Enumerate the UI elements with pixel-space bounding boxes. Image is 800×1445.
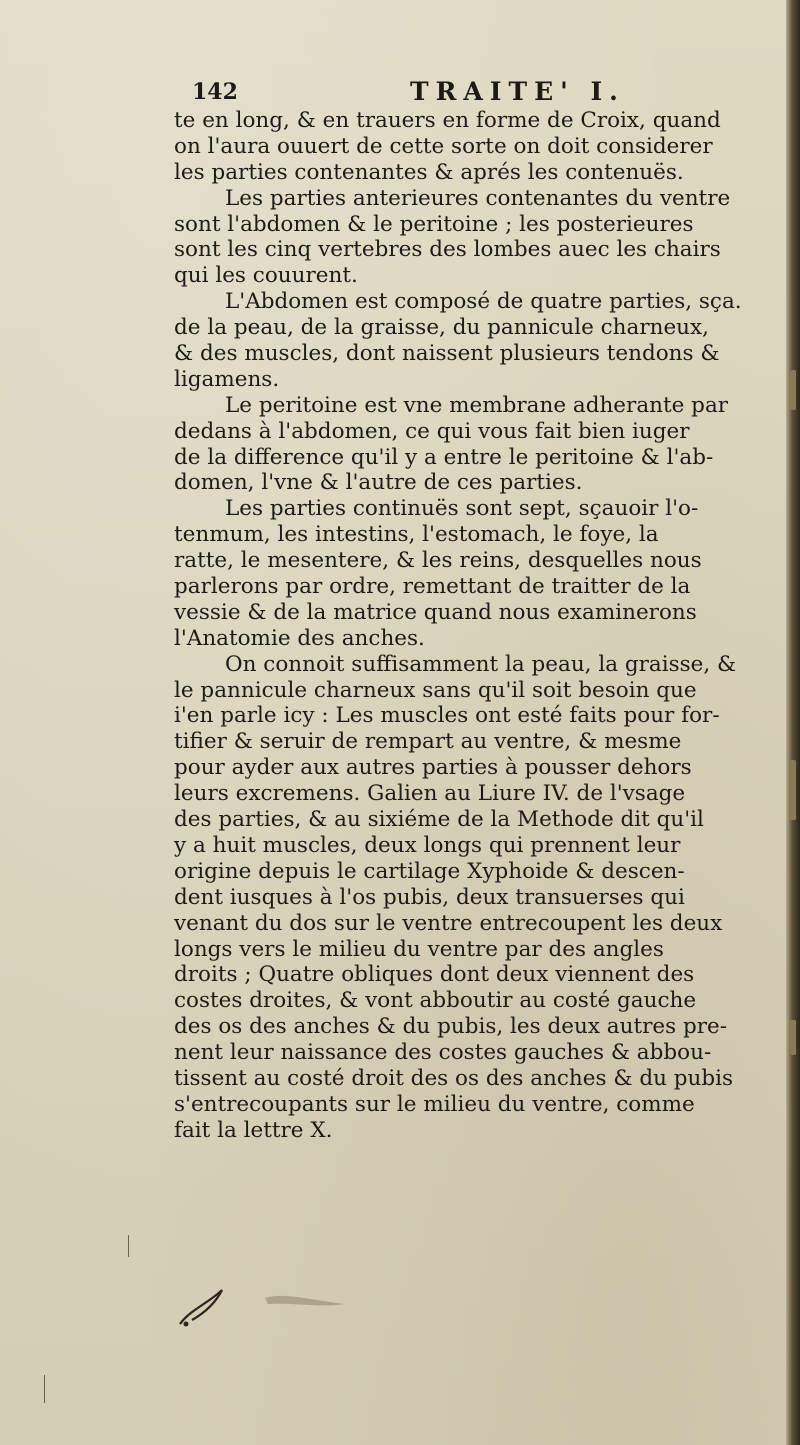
text-line: dent iusques à l'os pubis, deux transuerses qui (174, 884, 685, 910)
text-line: dedans à l'abdomen, ce qui vous fait bien iuger (174, 418, 690, 444)
text-line: domen, l'vne & l'autre de ces parties. (174, 470, 583, 496)
text-line: de la difference qu'il y a entre le peritoine & l'ab- (174, 444, 714, 470)
text-line: On connoit suffisamment la peau, la graisse, & (225, 651, 737, 677)
text-line: sont les cinq vertebres des lombes auec les chairs (174, 237, 721, 263)
text-line: tenmum, les intestins, l'estomach, le foye, la (174, 522, 659, 548)
book-gutter (786, 0, 800, 1445)
text-line: parlerons par ordre, remettant de traitter de la (174, 574, 691, 600)
text-line: & des muscles, dont naissent plusieurs tendons & (174, 341, 720, 367)
body-text (171, 108, 791, 1144)
text-line: ligamens. (174, 366, 280, 392)
ornament-dot (184, 1322, 189, 1327)
text-line: y a huit muscles, deux longs qui prennent leur (174, 832, 681, 858)
text-line: vessie & de la matrice quand nous examinerons (174, 599, 697, 625)
text-line: droits ; Quatre obliques dont deux viennent des (174, 962, 695, 988)
text-line: l'Anatomie des anches. (174, 625, 425, 651)
text-line: Les parties anterieures contenantes du ventre (225, 185, 731, 211)
text-line: de la peau, de la graisse, du pannicule charneux, (174, 315, 709, 341)
text-line: tissent au costé droit des os des anches & du pubis (174, 1065, 734, 1091)
text-line: longs vers le milieu du ventre par des angles (174, 936, 664, 962)
text-line: des os des anches & du pubis, les deux autres pre- (174, 1014, 727, 1040)
ornament-stroke (180, 1290, 222, 1324)
text-line: s'entrecoupants sur le milieu du ventre, comme (174, 1091, 695, 1117)
text-line: nent leur naissance des costes gauches & abbou- (174, 1040, 712, 1066)
text-line: les parties contenantes & aprés les contenuës. (174, 159, 684, 185)
text-line: on l'aura ouuert de cette sorte on doit considerer (174, 133, 713, 159)
gutter-fleck (790, 1020, 796, 1055)
page-header (192, 77, 662, 109)
text-line: ratte, le mesentere, & les reins, desquelles nous (174, 548, 702, 574)
text-line: sont l'abdomen & le peritoine ; les posterieures (174, 211, 694, 237)
gutter-fleck (790, 760, 796, 820)
text-line: costes droites, & vont abboutir au costé gauche (174, 988, 697, 1014)
text-line: pour ayder aux autres parties à pousser dehors (174, 755, 692, 781)
page-number: 142 (192, 79, 238, 105)
margin-mark (44, 1375, 45, 1403)
text-line: Les parties continuës sont sept, sçauoir l'o- (225, 496, 699, 522)
text-line: i'en parle icy : Les muscles ont esté faits pour for- (174, 703, 720, 729)
text-line: origine depuis le cartilage Xyphoide & descen- (174, 858, 685, 884)
gutter-fleck (790, 370, 796, 410)
text-line: fait la lettre X. (174, 1117, 333, 1143)
text-line: venant du dos sur le ventre entrecoupent les deux (174, 910, 723, 936)
text-line: Le peritoine est vne membrane adherante par (225, 392, 729, 418)
text-line: L'Abdomen est composé de quatre parties, sça. (225, 289, 742, 315)
printer-ornament (170, 1280, 360, 1330)
text-line: te en long, & en trauers en forme de Croix, quand (174, 108, 721, 133)
text-line: tifier & seruir de rempart au ventre, & mesme (174, 729, 682, 755)
running-title: TRAITE' I. (410, 77, 625, 106)
ornament-flourish (265, 1296, 345, 1306)
text-line: le pannicule charneux sans qu'il soit besoin que (174, 677, 697, 703)
text-line: qui les couurent. (174, 263, 358, 289)
text-line: des parties, & au sixiéme de la Methode dit qu'il (174, 807, 704, 833)
margin-mark (128, 1235, 129, 1257)
text-line: leurs excremens. Galien au Liure IV. de l'vsage (174, 781, 686, 807)
